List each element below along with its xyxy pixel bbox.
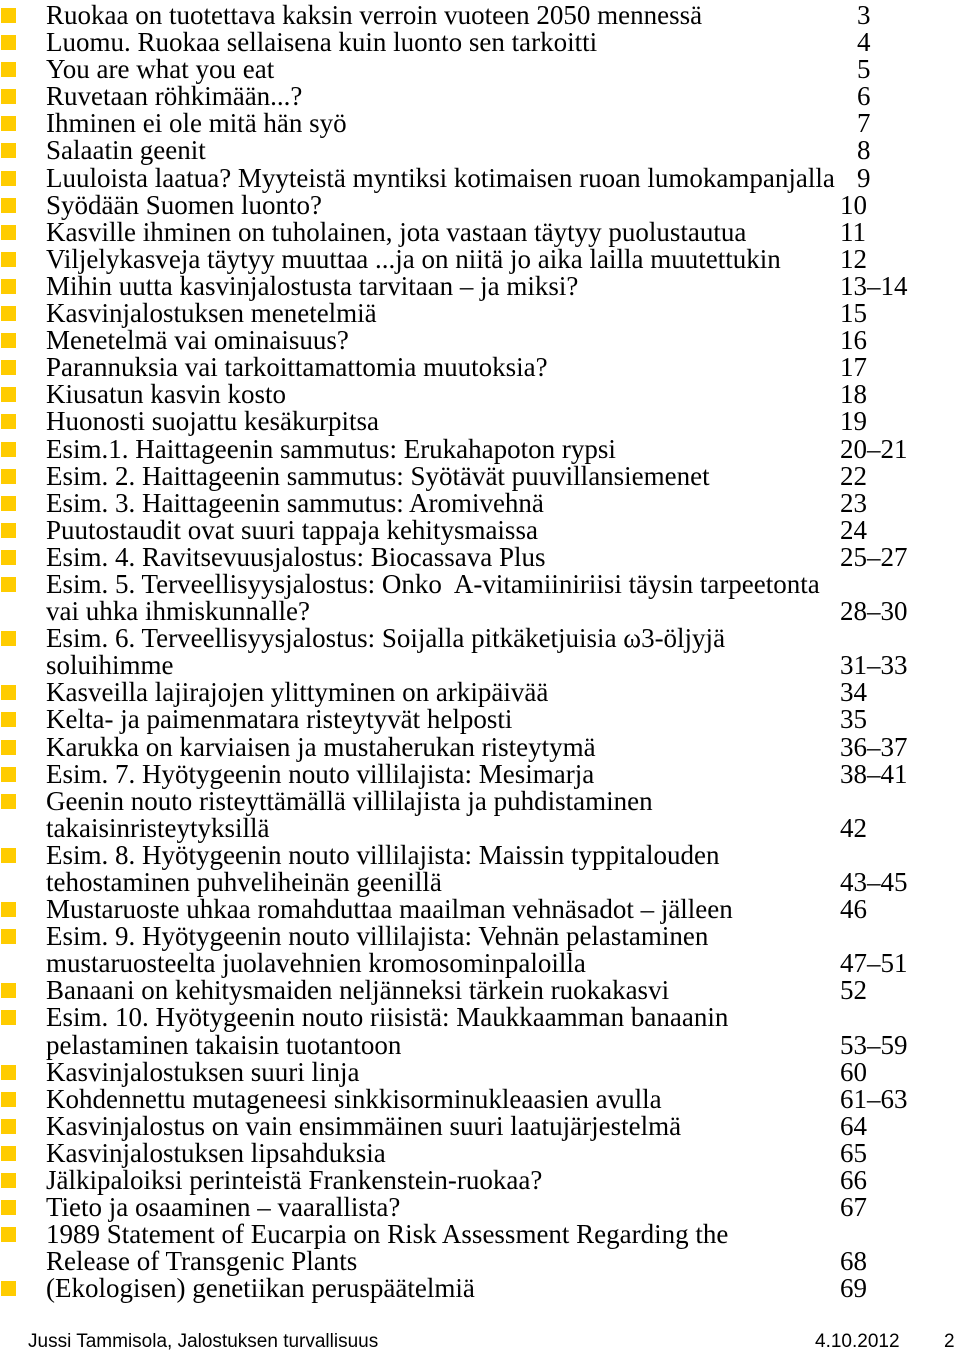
toc-entry-title: Esim. 7. Hyötygeenin nouto villilajista: Mesimarja bbox=[46, 758, 595, 789]
toc-entry bbox=[0, 408, 960, 435]
square-bullet-icon bbox=[1, 902, 16, 917]
toc-entry-title-continued: soluihimme bbox=[46, 650, 174, 681]
square-bullet-icon bbox=[1, 929, 16, 944]
toc-entry-title-continued: takaisinristeytyksillä bbox=[46, 812, 270, 843]
toc-entry-title: Geenin nouto risteyttämällä villilajista ja puhdistaminen bbox=[46, 785, 653, 816]
toc-entry bbox=[0, 487, 960, 518]
toc-entry-title: Kasville ihminen on tuholainen, jota vastaan täytyy puolustautua bbox=[46, 216, 747, 247]
toc-entry-page: 46 bbox=[840, 894, 867, 925]
toc-entry bbox=[0, 758, 960, 789]
toc-entry-page: 24 bbox=[840, 514, 867, 545]
square-bullet-icon bbox=[1, 631, 16, 646]
toc-entry-page: 12 bbox=[840, 243, 867, 274]
square-bullet-icon bbox=[1, 89, 16, 104]
square-bullet-icon bbox=[1, 767, 16, 782]
toc-entry-title: Kohdennettu mutageneesi sinkkisorminukleaasien avulla bbox=[46, 1083, 662, 1114]
toc-entry-page: 20–21 bbox=[840, 433, 908, 464]
toc-entry-title: Huonosti suojattu kesäkurpitsa bbox=[46, 406, 379, 437]
toc-entry-title: Kelta- ja paimenmatara risteytyvät helposti bbox=[46, 704, 513, 735]
square-bullet-icon bbox=[1, 198, 16, 213]
toc-entry bbox=[0, 731, 960, 762]
toc-entry-page: 7 bbox=[857, 108, 871, 139]
toc-entry bbox=[0, 29, 960, 56]
square-bullet-icon bbox=[1, 1092, 16, 1107]
toc-entry-page: 38–41 bbox=[840, 758, 908, 789]
toc-entry bbox=[0, 1167, 960, 1194]
toc-entry-title: Jälkipaloiksi perinteistä Frankenstein-ruokaa? bbox=[46, 1165, 543, 1196]
toc-entry-title: Tieto ja osaaminen – vaarallista? bbox=[46, 1192, 401, 1223]
toc-entry-title: Mihin uutta kasvinjalostusta tarvitaan – ja miksi? bbox=[46, 270, 579, 301]
square-bullet-icon bbox=[1, 740, 16, 755]
toc-entry-page: 6 bbox=[857, 81, 871, 112]
square-bullet-icon bbox=[1, 685, 16, 700]
toc-entry bbox=[0, 110, 960, 137]
toc-entry bbox=[0, 1221, 960, 1275]
toc-entry-page: 25–27 bbox=[840, 541, 908, 572]
toc-entry-title: Esim. 2. Haittageenin sammutus: Syötävät puuvillansiemenet bbox=[46, 460, 710, 491]
toc-entry-page: 67 bbox=[840, 1192, 867, 1223]
square-bullet-icon bbox=[1, 414, 16, 429]
toc-entry bbox=[0, 189, 960, 220]
toc-entry-title: Luomu. Ruokaa sellaisena kuin luonto sen tarkoitti bbox=[46, 27, 598, 58]
toc-entry bbox=[0, 216, 960, 247]
toc-entry-title: Banaani on kehitysmaiden neljänneksi tärkein ruokakasvi bbox=[46, 975, 670, 1006]
toc-entry bbox=[0, 541, 960, 572]
toc-entry-title: Parannuksia vai tarkoittamattomia muutoksia? bbox=[46, 352, 548, 383]
toc-entry bbox=[0, 625, 960, 679]
square-bullet-icon bbox=[1, 171, 16, 186]
square-bullet-icon bbox=[1, 1010, 16, 1025]
toc-entry-page: 53–59 bbox=[840, 1029, 908, 1060]
square-bullet-icon bbox=[1, 712, 16, 727]
square-bullet-icon bbox=[1, 387, 16, 402]
square-bullet-icon bbox=[1, 333, 16, 348]
square-bullet-icon bbox=[1, 577, 16, 592]
toc-entry-page: 17 bbox=[840, 352, 867, 383]
toc-entry-title-continued: tehostaminen puhveliheinän geenillä bbox=[46, 867, 442, 897]
toc-entry-title: Esim. 8. Hyötygeenin nouto villilajista: Maissin typpitalouden bbox=[46, 839, 720, 870]
toc-entry-page: 23 bbox=[840, 487, 867, 518]
toc-entry bbox=[0, 896, 960, 923]
toc-entry bbox=[0, 923, 960, 977]
toc-entry-title: Esim. 10. Hyötygeenin nouto riisistä: Maukkaamman banaanin bbox=[46, 1002, 729, 1033]
toc-entry-title: Kasvinjalostuksen suuri linja bbox=[46, 1056, 360, 1087]
toc-entry-title: Ruokaa on tuotettava kaksin verroin vuoteen 2050 mennessä bbox=[46, 0, 703, 30]
square-bullet-icon bbox=[1, 550, 16, 565]
toc-entry bbox=[0, 1137, 960, 1168]
toc-entry bbox=[0, 460, 960, 491]
toc-entry-title: Salaatin geenit bbox=[46, 135, 206, 166]
toc-entry-title: Puutostaudit ovat suuri tappaja kehitysmaissa bbox=[46, 514, 538, 545]
square-bullet-icon bbox=[1, 116, 16, 131]
toc-entry bbox=[0, 354, 960, 381]
toc-entry-page: 9 bbox=[857, 162, 871, 193]
toc-entry bbox=[0, 270, 960, 301]
toc-entry bbox=[0, 1275, 960, 1302]
square-bullet-icon bbox=[1, 442, 16, 457]
toc-entry bbox=[0, 2, 960, 29]
toc-entry-page: 10 bbox=[840, 189, 867, 220]
toc-entry bbox=[0, 977, 960, 1004]
toc-entry-page: 36–37 bbox=[840, 731, 908, 762]
toc-entry-page: 16 bbox=[840, 325, 867, 356]
toc-entry-page: 64 bbox=[840, 1110, 867, 1141]
toc-entry-page: 3 bbox=[857, 0, 871, 30]
footer-page-number: 2 bbox=[944, 1331, 955, 1352]
toc-entry bbox=[0, 568, 960, 627]
toc-entry bbox=[0, 514, 960, 545]
toc-entry-title: You are what you eat bbox=[46, 54, 275, 85]
toc-entry-page: 60 bbox=[840, 1056, 867, 1087]
square-bullet-icon bbox=[1, 1146, 16, 1161]
toc-entry-page: 5 bbox=[857, 54, 871, 85]
footer-author-title: Jussi Tammisola, Jalostuksen turvallisuus bbox=[28, 1331, 379, 1352]
toc-entry bbox=[0, 83, 960, 110]
toc-entry-title: Esim.1. Haittageenin sammutus: Erukahapoton rypsi bbox=[46, 433, 616, 464]
square-bullet-icon bbox=[1, 252, 16, 267]
toc-entry-title: Ruvetaan röhkimään...? bbox=[46, 81, 303, 112]
toc-entry-page: 47–51 bbox=[840, 948, 908, 979]
square-bullet-icon bbox=[1, 279, 16, 294]
toc-entry bbox=[0, 839, 960, 897]
toc-entry-title: Luuloista laatua? Myyteistä myntiksi kotimaisen ruoan lumokampanjalla bbox=[46, 162, 835, 193]
toc-entry-page: 28–30 bbox=[840, 596, 908, 627]
toc-entry-title: Esim. 6. Terveellisyysjalostus: Soijalla pitkäketjuisia ω3-öljyjä bbox=[46, 623, 726, 654]
square-bullet-icon bbox=[1, 523, 16, 538]
toc-entry bbox=[0, 327, 960, 354]
toc-entry-page: 42 bbox=[840, 812, 867, 843]
square-bullet-icon bbox=[1, 496, 16, 511]
toc-entry bbox=[0, 679, 960, 706]
toc-entry-title: Esim. 5. Terveellisyysjalostus: Onko A-vitamiiniriisi täysin tarpeetonta bbox=[46, 568, 820, 599]
square-bullet-icon bbox=[1, 1119, 16, 1134]
toc-entry-title: Menetelmä vai ominaisuus? bbox=[46, 325, 349, 356]
square-bullet-icon bbox=[1, 1173, 16, 1188]
toc-entry bbox=[0, 1004, 960, 1058]
square-bullet-icon bbox=[1, 469, 16, 484]
toc-entry-title: Kasvinjalostus on vain ensimmäinen suuri laatujärjestelmä bbox=[46, 1110, 682, 1141]
toc-entry-page: 61–63 bbox=[840, 1083, 908, 1114]
toc-entry-title: Kiusatun kasvin kosto bbox=[46, 379, 286, 410]
square-bullet-icon bbox=[1, 794, 16, 809]
toc-entry bbox=[0, 381, 960, 408]
square-bullet-icon bbox=[1, 62, 16, 77]
square-bullet-icon bbox=[1, 983, 16, 998]
toc-entry bbox=[0, 1194, 960, 1221]
square-bullet-icon bbox=[1, 1281, 16, 1296]
square-bullet-icon bbox=[1, 306, 16, 321]
toc-entry-title: 1989 Statement of Eucarpia on Risk Assessment Regarding the bbox=[46, 1219, 729, 1250]
square-bullet-icon bbox=[1, 225, 16, 240]
toc-entry-title: Esim. 9. Hyötygeenin nouto villilajista: Vehnän pelastaminen bbox=[46, 921, 709, 952]
toc-entry bbox=[0, 1056, 960, 1087]
toc-entry bbox=[0, 785, 960, 843]
toc-entry-page: 66 bbox=[840, 1165, 867, 1196]
square-bullet-icon bbox=[1, 1065, 16, 1080]
square-bullet-icon bbox=[1, 360, 16, 375]
toc-entry bbox=[0, 706, 960, 733]
toc-entry bbox=[0, 1110, 960, 1141]
toc-entry-title: Esim. 4. Ravitsevuusjalostus: Biocassava Plus bbox=[46, 541, 546, 572]
toc-entry-page: 31–33 bbox=[840, 650, 908, 681]
toc-entry bbox=[0, 300, 960, 327]
toc-entry-page: 22 bbox=[840, 460, 867, 491]
toc-entry-title-continued: pelastaminen takaisin tuotantoon bbox=[46, 1029, 402, 1060]
toc-entry-title: (Ekologisen) genetiikan peruspäätelmiä bbox=[46, 1273, 475, 1304]
square-bullet-icon bbox=[1, 1227, 16, 1242]
square-bullet-icon bbox=[1, 35, 16, 50]
toc-entry-page: 69 bbox=[840, 1273, 867, 1304]
toc-entry-title: Esim. 3. Haittageenin sammutus: Aromivehnä bbox=[46, 487, 544, 518]
toc-entry bbox=[0, 433, 960, 464]
toc-entry bbox=[0, 137, 960, 164]
toc-entry-page: 65 bbox=[840, 1137, 867, 1168]
toc-entry-page: 15 bbox=[840, 298, 867, 329]
toc-entry-page: 8 bbox=[857, 135, 871, 166]
toc-entry-page: 43–45 bbox=[840, 867, 908, 897]
toc-entry-page: 4 bbox=[857, 27, 871, 58]
toc-entry-title: Karukka on karviaisen ja mustaherukan risteytymä bbox=[46, 731, 596, 762]
toc-entry-page: 52 bbox=[840, 975, 867, 1006]
toc-entry-page: 18 bbox=[840, 379, 867, 410]
toc-entry-page: 13–14 bbox=[840, 270, 908, 301]
toc-entry-page: 68 bbox=[840, 1246, 867, 1277]
toc-entry-title: Kasveilla lajirajojen ylittyminen on arkipäivää bbox=[46, 677, 549, 708]
square-bullet-icon bbox=[1, 848, 16, 863]
toc-entry-title-continued: Release of Transgenic Plants bbox=[46, 1246, 358, 1277]
toc-entry-page: 34 bbox=[840, 677, 867, 708]
table-of-contents bbox=[0, 2, 960, 1303]
toc-entry-title: Kasvinjalostuksen lipsahduksia bbox=[46, 1137, 386, 1168]
square-bullet-icon bbox=[1, 143, 16, 158]
toc-entry-title: Ihminen ei ole mitä hän syö bbox=[46, 108, 347, 139]
toc-entry bbox=[0, 56, 960, 83]
toc-entry-title: Mustaruoste uhkaa romahduttaa maailman vehnäsadot – jälleen bbox=[46, 894, 733, 925]
toc-entry-page: 19 bbox=[840, 406, 867, 437]
toc-entry-page: 35 bbox=[840, 704, 867, 735]
square-bullet-icon bbox=[1, 1200, 16, 1215]
toc-entry bbox=[0, 162, 960, 193]
toc-entry bbox=[0, 243, 960, 274]
toc-entry-title: Kasvinjalostuksen menetelmiä bbox=[46, 298, 377, 329]
toc-entry bbox=[0, 1083, 960, 1114]
square-bullet-icon bbox=[1, 8, 16, 23]
footer-date: 4.10.2012 bbox=[815, 1331, 900, 1352]
toc-entry-title-continued: vai uhka ihmiskunnalle? bbox=[46, 596, 310, 627]
toc-entry-page: 11 bbox=[840, 216, 866, 247]
toc-entry-title: Viljelykasveja täytyy muuttaa ...ja on niitä jo aika lailla muutettukin bbox=[46, 243, 781, 274]
toc-entry-title: Syödään Suomen luonto? bbox=[46, 189, 322, 220]
toc-entry-title-continued: mustaruosteelta juolavehnien kromosominpaloilla bbox=[46, 948, 586, 979]
